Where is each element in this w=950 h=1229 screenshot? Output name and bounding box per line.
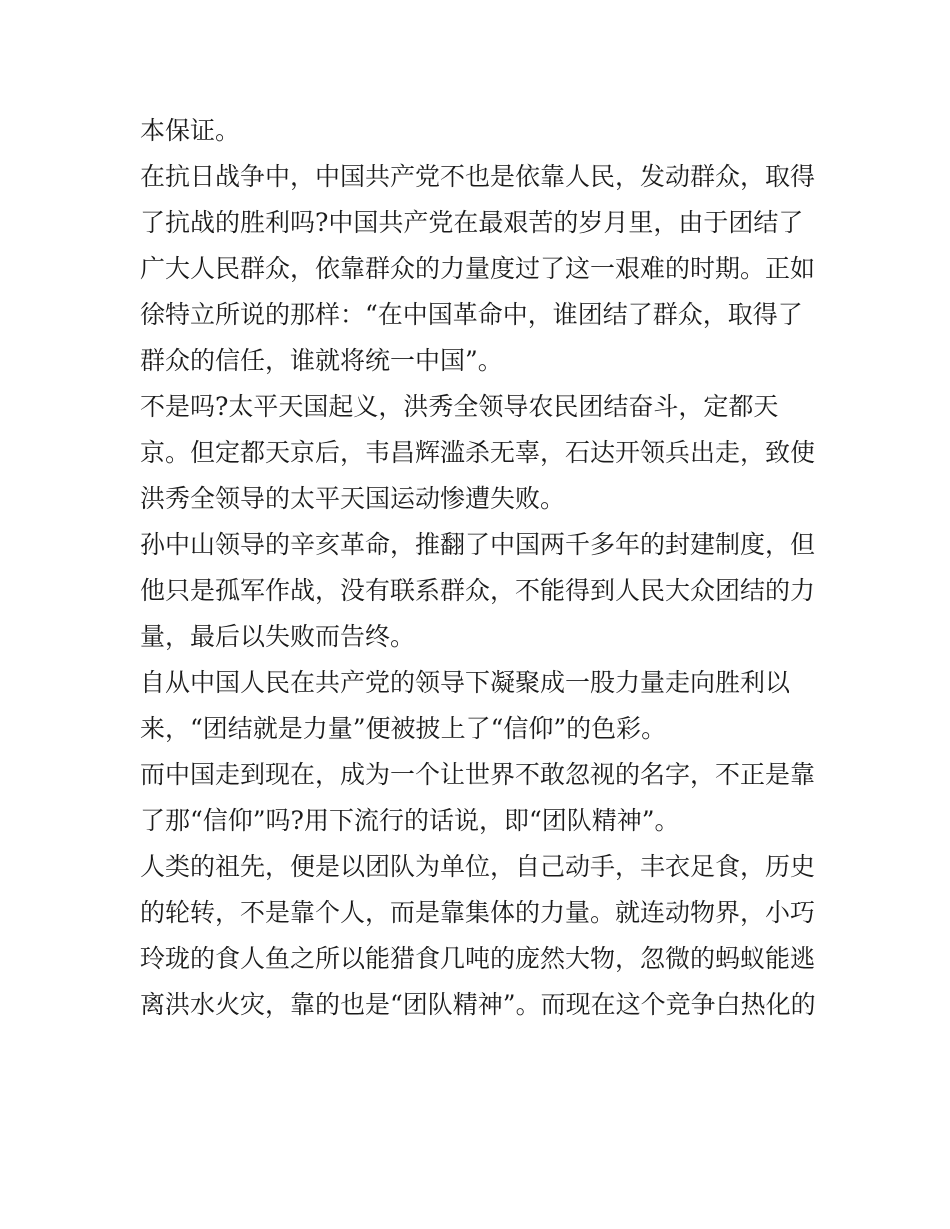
text-line: 玲珑的食人鱼之所以能猎食几吨的庞然大物，忽微的蚂蚁能逃 <box>140 944 816 973</box>
text-line: 他只是孤军作战，没有联系群众，不能得到人民大众团结的力 <box>140 576 816 605</box>
text-line: 徐特立所说的那样：“在中国革命中，谁团结了群众，取得了 <box>140 300 803 329</box>
text-line: 离洪水火灾，靠的也是“团队精神”。而现在这个竞争白热化的 <box>140 990 816 1019</box>
text-line: 人类的祖先，便是以团队为单位，自己动手，丰衣足食，历史 <box>140 852 816 881</box>
text-line: 了那“信仰”吗?用下流行的话说，即“团队精神”。 <box>140 806 680 835</box>
text-line: 群众的信任，谁就将统一中国”。 <box>140 346 503 375</box>
text-line: 的轮转，不是靠个人，而是靠集体的力量。就连动物界，小巧 <box>140 898 816 927</box>
text-line: 而中国走到现在，成为一个让世界不敢忽视的名字，不正是靠 <box>140 760 816 789</box>
text-line: 本保证。 <box>140 116 241 145</box>
text-line: 量，最后以失败而告终。 <box>140 622 416 651</box>
text-line: 京。但定都天京后，韦昌辉滥杀无辜，石达开领兵出走，致使 <box>140 438 816 467</box>
document-body <box>140 108 820 1028</box>
text-line: 来，“团结就是力量”便被披上了“信仰”的色彩。 <box>140 714 667 743</box>
text-line: 在抗日战争中，中国共产党不也是依靠人民，发动群众，取得 <box>140 162 816 191</box>
text-line: 孙中山领导的辛亥革命，推翻了中国两千多年的封建制度，但 <box>140 530 816 559</box>
text-line: 不是吗?太平天国起义，洪秀全领导农民团结奋斗，定都天 <box>140 392 779 421</box>
text-line: 了抗战的胜利吗?中国共产党在最艰苦的岁月里，由于团结了 <box>140 208 804 237</box>
text-line: 自从中国人民在共产党的领导下凝聚成一股力量走向胜利以 <box>140 668 791 697</box>
text-line: 洪秀全领导的太平天国运动惨遭失败。 <box>140 484 566 513</box>
text-line: 广大人民群众，依靠群众的力量度过了这一艰难的时期。正如 <box>140 254 816 283</box>
